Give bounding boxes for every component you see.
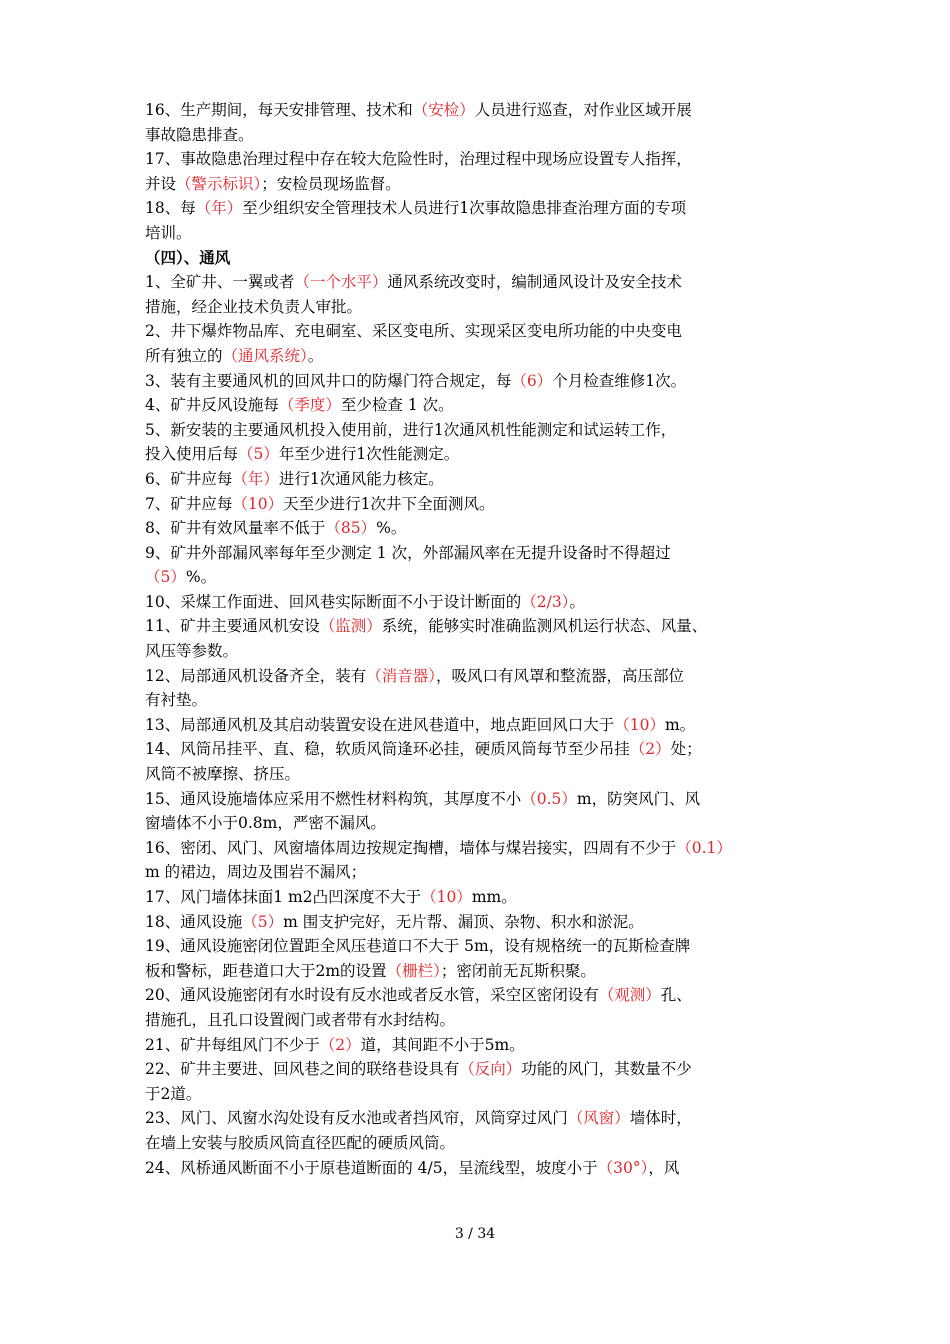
text-segment: 8、矿井有效风量率不低于: [145, 519, 326, 538]
text-segment: 投入使用后每: [145, 445, 239, 464]
text-segment: 1、全矿井、一翼或者: [145, 273, 295, 292]
text-segment: ，吸风口有风罩和整流器，高压部位: [436, 666, 685, 685]
text-line: [145, 811, 810, 836]
text-line: [145, 688, 810, 713]
text-line: [145, 1033, 810, 1058]
text-segment: 20、通风设施密闭有水时设有反水池或者反水管，采空区密闭设有: [145, 986, 599, 1005]
text-segment: 。: [307, 346, 324, 365]
answer-highlight: （85）: [325, 519, 377, 538]
answer-highlight: （10）: [614, 715, 665, 734]
text-segment: 11、矿井主要通风机安设: [145, 617, 320, 636]
answer-highlight: （2）: [629, 740, 671, 759]
answer-highlight: （一个水平）: [294, 273, 388, 292]
text-line: [145, 1082, 810, 1107]
text-segment: 有衬垫。: [145, 691, 208, 710]
text-line: [145, 565, 810, 590]
text-line: [145, 270, 810, 295]
text-line: [145, 221, 810, 246]
text-segment: 天至少进行1次井下全面测风。: [283, 494, 495, 513]
text-segment: 12、局部通风机设备齐全，装有: [145, 666, 367, 685]
text-line: [145, 492, 810, 517]
text-segment: 5、新安装的主要通风机投入使用前，进行1次通风机性能测定和试运转工作，: [145, 420, 677, 439]
text-line: [145, 246, 810, 271]
text-segment: 个月检查维修1次。: [552, 371, 687, 390]
text-line: [145, 614, 810, 639]
text-segment: 17、事故隐患治理过程中存在较大危险性时，治理过程中现场应设置专人指挥，: [145, 150, 692, 169]
answer-highlight: （10）: [232, 494, 284, 513]
text-segment: m 围支护完好，无片帮、漏顶、杂物、积水和淤泥。: [283, 912, 644, 931]
text-segment: 处；: [670, 740, 702, 759]
text-segment: 2、井下爆炸物品库、充电硐室、采区变电所、实现采区变电所功能的中央变电: [145, 322, 682, 341]
text-segment: 9、矿井外部漏风率每年至少测定 1 次，外部漏风率在无提升设备时不得超过: [145, 543, 671, 562]
text-line: [145, 442, 810, 467]
answer-highlight: （风窗）: [567, 1109, 630, 1128]
answer-highlight: （季度）: [278, 396, 341, 415]
text-line: [145, 1008, 810, 1033]
text-segment: 。: [569, 592, 585, 611]
text-line: [145, 98, 810, 123]
text-line: [145, 713, 810, 738]
text-line: [145, 1131, 810, 1156]
answer-highlight: （栅栏）: [386, 961, 441, 980]
answer-highlight: （10）: [421, 888, 472, 906]
text-line: [145, 295, 810, 320]
text-segment: %。: [185, 568, 217, 587]
text-segment: 风筒不被摩擦、挤压。: [145, 765, 301, 784]
text-segment: 并设: [145, 174, 177, 193]
answer-highlight: （0.1）: [676, 838, 732, 857]
answer-highlight: （5）: [242, 912, 284, 931]
text-line: [145, 590, 810, 615]
text-line: [145, 418, 810, 443]
text-segment: 所有独立的: [145, 346, 223, 365]
text-line: [145, 664, 810, 689]
text-segment: 21、矿井每组风门不少于: [145, 1035, 320, 1054]
text-segment: 在墙上安装与胶质风筒直径匹配的硬质风筒。: [145, 1133, 456, 1152]
text-segment: m 的裙边，周边及围岩不漏风；: [145, 863, 367, 882]
text-segment: ；安检员现场监督。: [261, 174, 401, 193]
text-segment: 24、风桥通风断面不小于原巷道断面的 4/5，呈流线型，坡度小于: [145, 1158, 598, 1177]
text-segment: m。: [664, 715, 696, 734]
text-line: [145, 172, 810, 197]
text-segment: 13、局部通风机及其启动装置安设在进风巷道中，地点距回风口大于: [145, 715, 615, 734]
text-segment: 措施，经企业技术负责人审批。: [145, 297, 363, 316]
answer-highlight: （监测）: [319, 617, 382, 636]
answer-highlight: （5）: [145, 568, 186, 587]
text-segment: 于2道。: [145, 1084, 202, 1103]
text-line: [145, 467, 810, 492]
text-line: [145, 1156, 810, 1181]
answer-highlight: （反向）: [459, 1060, 522, 1079]
text-segment: 通风系统改变时，编制通风设计及安全技术: [387, 273, 682, 292]
text-line: [145, 737, 810, 762]
text-segment: 进行1次通风能力核定。: [278, 469, 444, 488]
text-line: [145, 836, 810, 861]
text-line: [145, 1057, 810, 1082]
text-line: [145, 762, 810, 787]
answer-highlight: （5）: [238, 445, 279, 464]
answer-highlight: （通风系统）: [222, 346, 308, 365]
text-segment: 19、通风设施密闭位置距全风压巷道口不大于 5m，设有规格统一的瓦斯检查牌: [145, 937, 691, 956]
text-segment: ；密闭前无瓦斯积聚。: [440, 961, 596, 980]
text-segment: mm。: [471, 888, 517, 906]
text-segment: 系统，能够实时准确监测风机运行状态、风量、: [381, 617, 708, 636]
text-segment: 3、装有主要通风机的回风井口的防爆门符合规定，每: [145, 371, 512, 390]
text-segment: 道，其间距不小于5m。: [360, 1035, 525, 1054]
text-line: [145, 787, 810, 812]
text-line: [145, 319, 810, 344]
text-segment: 至少检查 1 次。: [340, 396, 454, 415]
answer-highlight: （警示标识）: [176, 174, 262, 193]
text-line: [145, 344, 810, 369]
document-body: [145, 98, 810, 1180]
answer-highlight: （安检）: [412, 101, 475, 119]
text-segment: 至少组织安全管理技术人员进行1次事故隐患排查治理方面的专项: [242, 199, 687, 218]
text-segment: 墙体时，: [629, 1109, 692, 1128]
text-line: [145, 910, 810, 935]
text-line: [145, 860, 810, 885]
section-heading: （四）、通风: [145, 247, 231, 267]
text-segment: %。: [376, 519, 407, 538]
text-segment: 7、矿井应每: [145, 494, 233, 513]
text-segment: 23、风门、风窗水沟处设有反水池或者挡风帘，风筒穿过风门: [145, 1109, 568, 1128]
text-line: [145, 639, 810, 664]
text-line: [145, 1106, 810, 1131]
text-segment: 板和警标，距巷道口大于2m的设置: [145, 961, 387, 980]
text-line: [145, 885, 810, 910]
text-segment: 窗墙体不小于0.8m，严密不漏风。: [145, 814, 386, 833]
answer-highlight: （2/3）: [521, 592, 570, 611]
text-line: [145, 983, 810, 1008]
text-segment: 孔、: [660, 986, 692, 1005]
text-segment: 事故隐患排查。: [145, 125, 254, 144]
answer-highlight: （30°）: [597, 1158, 649, 1177]
text-line: [145, 934, 810, 959]
text-line: [145, 516, 810, 541]
text-segment: 15、通风设施墙体应采用不燃性材料构筑，其厚度不小: [145, 789, 522, 808]
answer-highlight: （消音器）: [366, 666, 436, 685]
answer-highlight: （观测）: [598, 986, 661, 1005]
text-segment: 人员进行巡查，对作业区域开展: [474, 101, 692, 119]
text-segment: 措施孔，且孔口设置阀门或者带有水封结构。: [145, 1010, 456, 1029]
text-segment: 6、矿井应每: [145, 469, 233, 488]
text-line: [145, 369, 810, 394]
text-segment: 18、每: [145, 199, 196, 218]
text-segment: 16、生产期间，每天安排管理、技术和: [145, 101, 413, 119]
text-line: [145, 123, 810, 148]
text-segment: 14、风筒吊挂平、直、稳，软质风筒逢环必挂，硬质风筒每节至少吊挂: [145, 740, 630, 759]
text-line: [145, 541, 810, 566]
answer-highlight: （6）: [511, 371, 553, 390]
page-number: 3 / 34: [454, 1226, 496, 1242]
text-line: [145, 147, 810, 172]
answer-highlight: （0.5）: [521, 789, 577, 808]
text-line: [145, 196, 810, 221]
text-segment: 17、风门墙体抹面1 m2凸凹深度不大于: [145, 888, 422, 906]
text-segment: m，防突风门、风: [576, 789, 701, 808]
text-line: [145, 393, 810, 418]
text-line: [145, 959, 810, 984]
text-segment: 风压等参数。: [145, 642, 239, 661]
answer-highlight: （年）: [232, 469, 279, 488]
text-segment: 4、矿井反风设施每: [145, 396, 279, 415]
text-segment: 22、矿井主要进、回风巷之间的联络巷设具有: [145, 1060, 460, 1079]
text-segment: 功能的风门，其数量不少: [521, 1060, 692, 1079]
text-segment: 10、采煤工作面进、回风巷实际断面不小于设计断面的: [145, 592, 522, 611]
text-segment: 16、密闭、风门、风窗墙体周边按规定掏槽，墙体与煤岩接实，四周有不少于: [145, 838, 677, 857]
text-segment: 18、通风设施: [145, 912, 243, 931]
answer-highlight: （年）: [195, 199, 243, 218]
text-segment: 年至少进行1次性能测定。: [278, 445, 460, 464]
answer-highlight: （2）: [319, 1035, 361, 1054]
text-segment: 培训。: [145, 223, 192, 242]
text-segment: ，风: [648, 1158, 680, 1177]
